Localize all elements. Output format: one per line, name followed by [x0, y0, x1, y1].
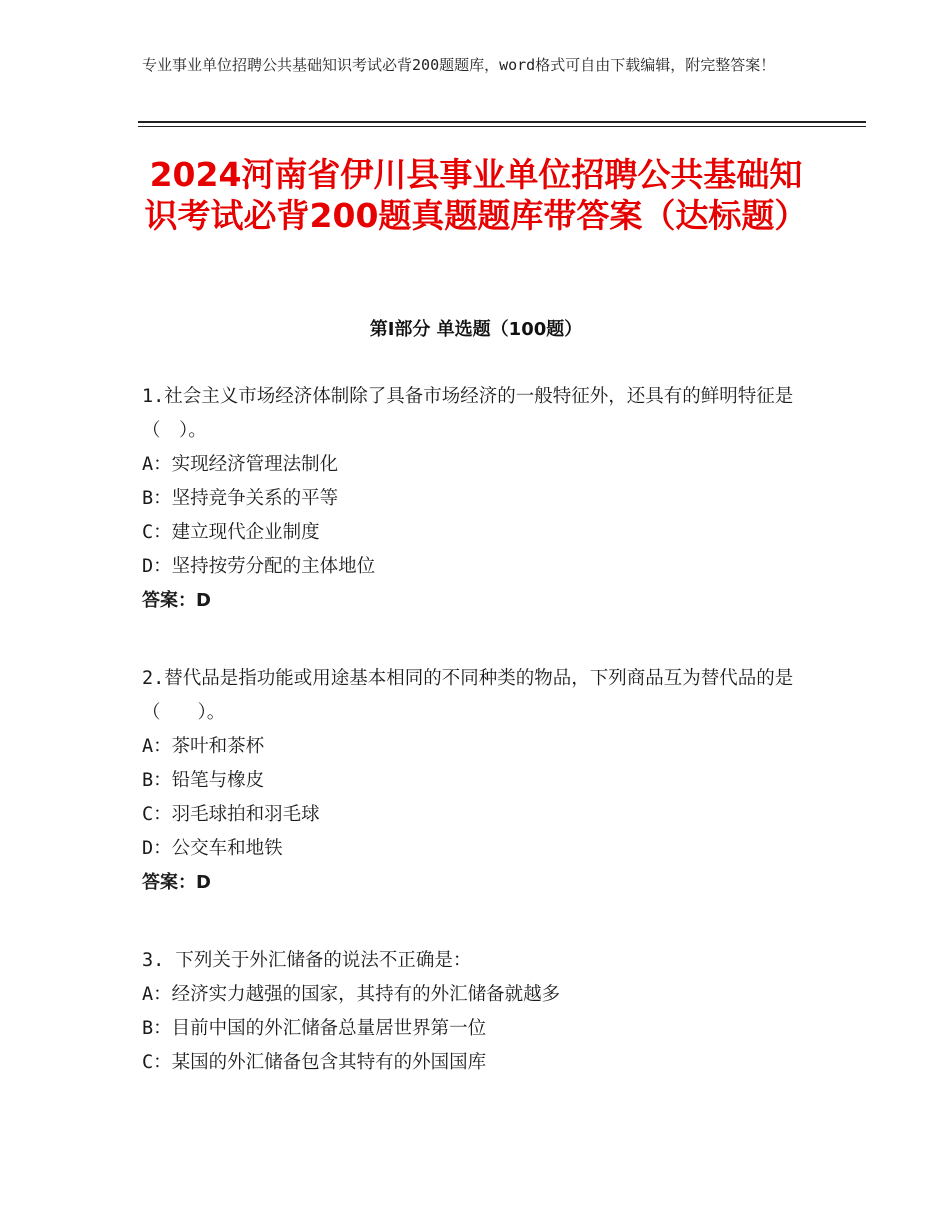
header-divider-thin: [138, 126, 866, 127]
option-a: A：茶叶和茶杯: [142, 736, 265, 757]
option-c: C：羽毛球拍和羽毛球: [142, 804, 320, 825]
question-1: [142, 380, 802, 618]
option-b: B：铅笔与橡皮: [142, 770, 265, 791]
option-d: D：公交车和地铁: [142, 838, 283, 859]
header-divider-thick: [138, 121, 866, 123]
option-b: B：目前中国的外汇储备总量居世界第一位: [142, 1018, 487, 1039]
answer-line: 答案：D: [142, 872, 211, 893]
document-title: 2024河南省伊川县事业单位招聘公共基础知识考试必背200题真题题库带答案（达标题）: [144, 155, 808, 235]
option-a: A：实现经济管理法制化: [142, 454, 339, 475]
option-a: A：经济实力越强的国家，其持有的外汇储备就越多: [142, 984, 561, 1005]
section-heading: 第I部分 单选题（100题）: [369, 319, 583, 340]
option-b: B：坚持竞争关系的平等: [142, 488, 339, 509]
question-3: [142, 944, 802, 1080]
page-header-note: 专业事业单位招聘公共基础知识考试必背200题题库，word格式可自由下载编辑，附完整答案！: [142, 56, 776, 74]
question-stem: 1.社会主义市场经济体制除了具备市场经济的一般特征外，还具有的鲜明特征是（ ）。: [142, 386, 794, 441]
option-c: C：建立现代企业制度: [142, 522, 320, 543]
answer-line: 答案：D: [142, 590, 211, 611]
question-list: [142, 380, 802, 1124]
option-c: C：某国的外汇储备包含其特有的外国国库: [142, 1052, 487, 1073]
question-2: [142, 662, 802, 900]
question-stem: 3. 下列关于外汇储备的说法不正确是：: [142, 950, 472, 971]
question-stem: 2.替代品是指功能或用途基本相同的不同种类的物品，下列商品互为替代品的是（ ）。: [142, 668, 794, 723]
option-d: D：坚持按劳分配的主体地位: [142, 556, 376, 577]
